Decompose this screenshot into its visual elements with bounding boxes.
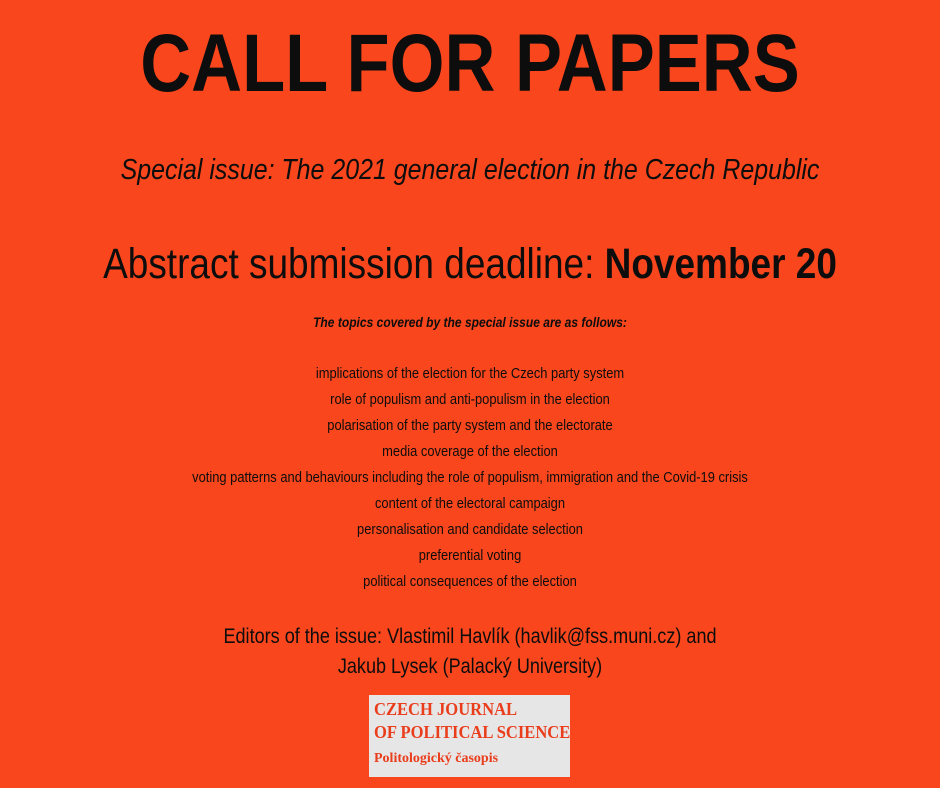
- topic-item: personalisation and candidate selection: [357, 521, 583, 538]
- topic-item: implications of the election for the Czech party system: [315, 365, 625, 382]
- deadline-line: [66, 236, 874, 292]
- deadline-label: Abstract submission deadline:: [103, 240, 605, 288]
- topics-list: [66, 361, 874, 595]
- logo-line-1: CZECH JOURNAL: [374, 699, 518, 719]
- deadline-date: November 20: [604, 240, 837, 288]
- topic-item: polarisation of the party system and the electorate: [327, 417, 613, 434]
- topic-item: content of the electoral campaign: [374, 495, 566, 512]
- topics-intro: The topics covered by the special issue are as follows:: [313, 314, 627, 330]
- topic-item: preferential voting: [418, 547, 522, 564]
- logo-line-3: Politologický časopis: [374, 751, 499, 766]
- page-title: CALL FOR PAPERS: [140, 18, 800, 109]
- editors-line-1: Editors of the issue: Vlastimil Havlík (havlik@fss.muni.cz) and: [223, 625, 717, 648]
- topic-item: political consequences of the election: [363, 573, 577, 590]
- topic-item: role of populism and anti-populism in the election: [330, 391, 610, 408]
- editors-line-2: Jakub Lysek (Palacký University): [337, 655, 603, 678]
- topic-item: voting patterns and behaviours including the role of populism, immigration and the Covid-19 crisis: [192, 469, 748, 486]
- special-issue-subtitle: Special issue: The 2021 general election in the Czech Republic: [120, 154, 820, 186]
- logo-line-2: OF POLITICAL SCIENCE: [374, 722, 570, 742]
- editors-block: [66, 622, 874, 682]
- topic-item: media coverage of the election: [382, 443, 558, 460]
- journal-logo: [369, 695, 570, 777]
